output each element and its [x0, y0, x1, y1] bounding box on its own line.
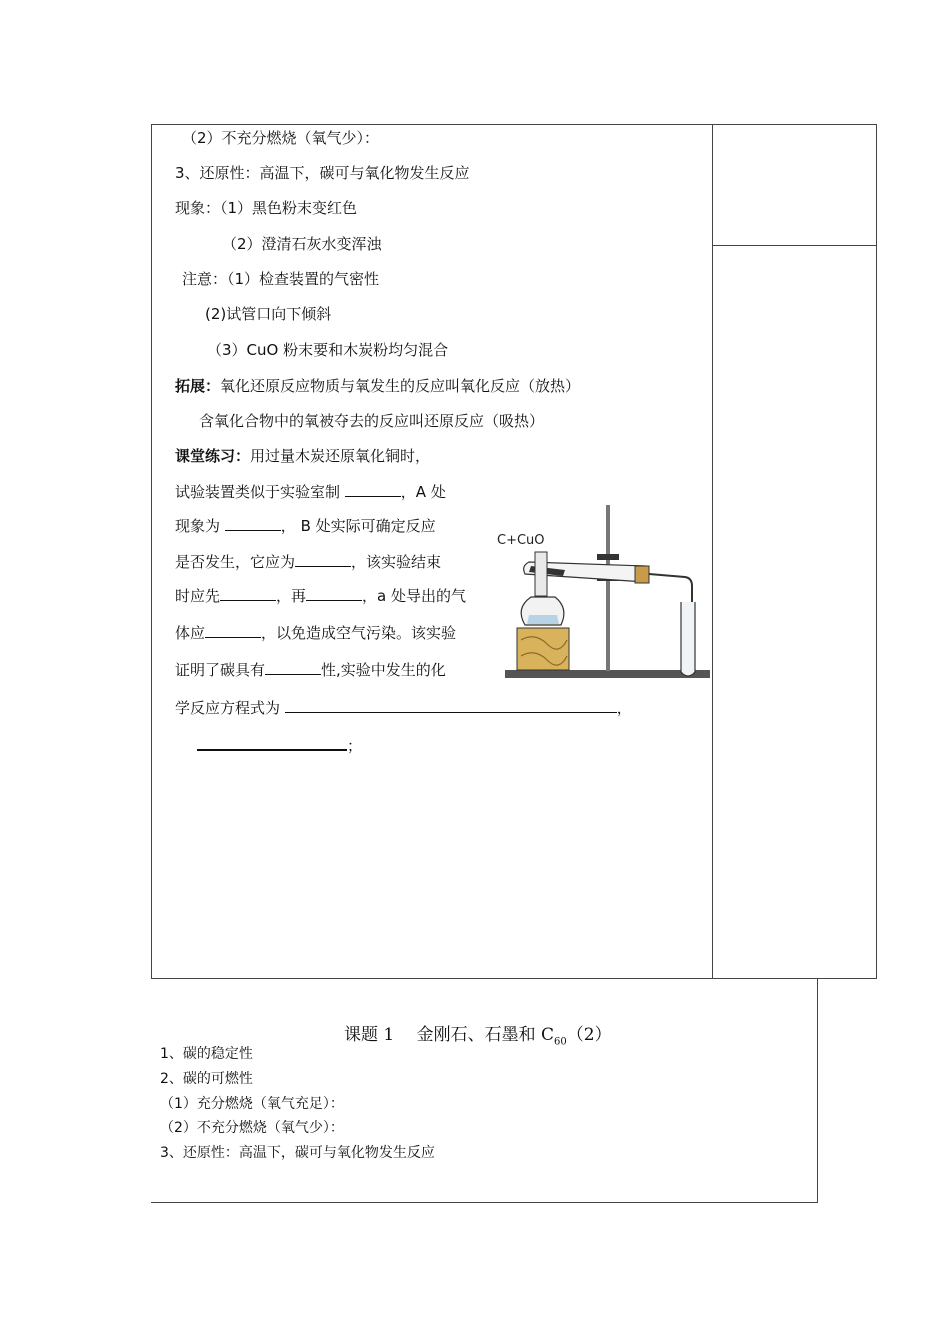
line-expand: 拓展：氧化还原反应物质与氧发生的反应叫氧化反应（放热） [175, 377, 581, 395]
bottom-line-4: （2）不充分燃烧（氧气少）： [160, 1120, 344, 1136]
bottom-line-5: 3、还原性：高温下，碳可与氧化物发生反应 [160, 1145, 435, 1161]
bottom-line-2: 2、碳的可燃性 [160, 1071, 253, 1087]
receiving-tube [681, 602, 695, 676]
line-exercise-2: 试验装置类似于实验室制 ，A 处 [175, 483, 446, 501]
line-exercise-5: 时应先 ，再 ，a 处导出的气 [175, 587, 466, 605]
blank-field[interactable] [220, 585, 276, 601]
blank-field[interactable] [225, 515, 281, 531]
bottom-line-3: （1）充分燃烧（氧气充足）： [160, 1096, 344, 1112]
line-note-3: （3）CuO 粉末要和木炭粉均匀混合 [207, 341, 449, 359]
line-expand-2: 含氧化合物中的氧被夺去的反应叫还原反应（吸热） [199, 412, 545, 430]
line-exercise-9: ； [197, 734, 362, 756]
blank-field[interactable] [285, 697, 617, 713]
bottom-line-1: 1、碳的稳定性 [160, 1046, 253, 1062]
line-exercise-1: 课堂练习：用过量木炭还原氧化铜时， [175, 447, 431, 465]
blank-field[interactable] [197, 734, 347, 751]
lesson-title: 课题 1 金刚石、石墨和 $C_{60}(2)$ [344, 1025, 612, 1048]
blank-field[interactable] [306, 585, 362, 601]
stand-base [505, 670, 710, 678]
blank-field[interactable] [265, 659, 321, 675]
figure-label: C+CuO [497, 533, 545, 548]
lamp-wick [535, 552, 547, 596]
line-phenomenon-1: 现象：（1）黑色粉末变红色 [175, 199, 358, 217]
line-exercise-4: 是否发生，它应为 ，该实验结束 [175, 553, 442, 571]
line-exercise-3: 现象为 ， B 处实际可确定反应 [175, 517, 436, 535]
blank-field[interactable] [205, 622, 261, 638]
lamp-fuel [527, 615, 559, 624]
stand-rod [606, 505, 610, 671]
line-note-2: (2)试管口向下倾斜 [205, 305, 332, 323]
line-incomplete-combustion: （2）不充分燃烧（氧气少）： [182, 129, 380, 147]
blank-field[interactable] [345, 481, 401, 497]
clamp-upper [597, 554, 619, 560]
line-exercise-8: 学反应方程式为 ， [175, 699, 632, 717]
line-exercise-6: 体应 ，以免造成空气污染。该实验 [175, 624, 457, 642]
line-reducibility: 3、还原性：高温下，碳可与氧化物发生反应 [175, 164, 470, 182]
line-note-1: 注意：（1）检查装置的气密性 [182, 270, 380, 288]
stopper [635, 566, 649, 583]
blank-field[interactable] [295, 551, 351, 567]
apparatus-figure [495, 500, 710, 685]
line-phenomenon-2: （2）澄清石灰水变浑浊 [222, 235, 382, 253]
line-exercise-7: 证明了碳具有 性,实验中发生的化 [175, 661, 446, 679]
